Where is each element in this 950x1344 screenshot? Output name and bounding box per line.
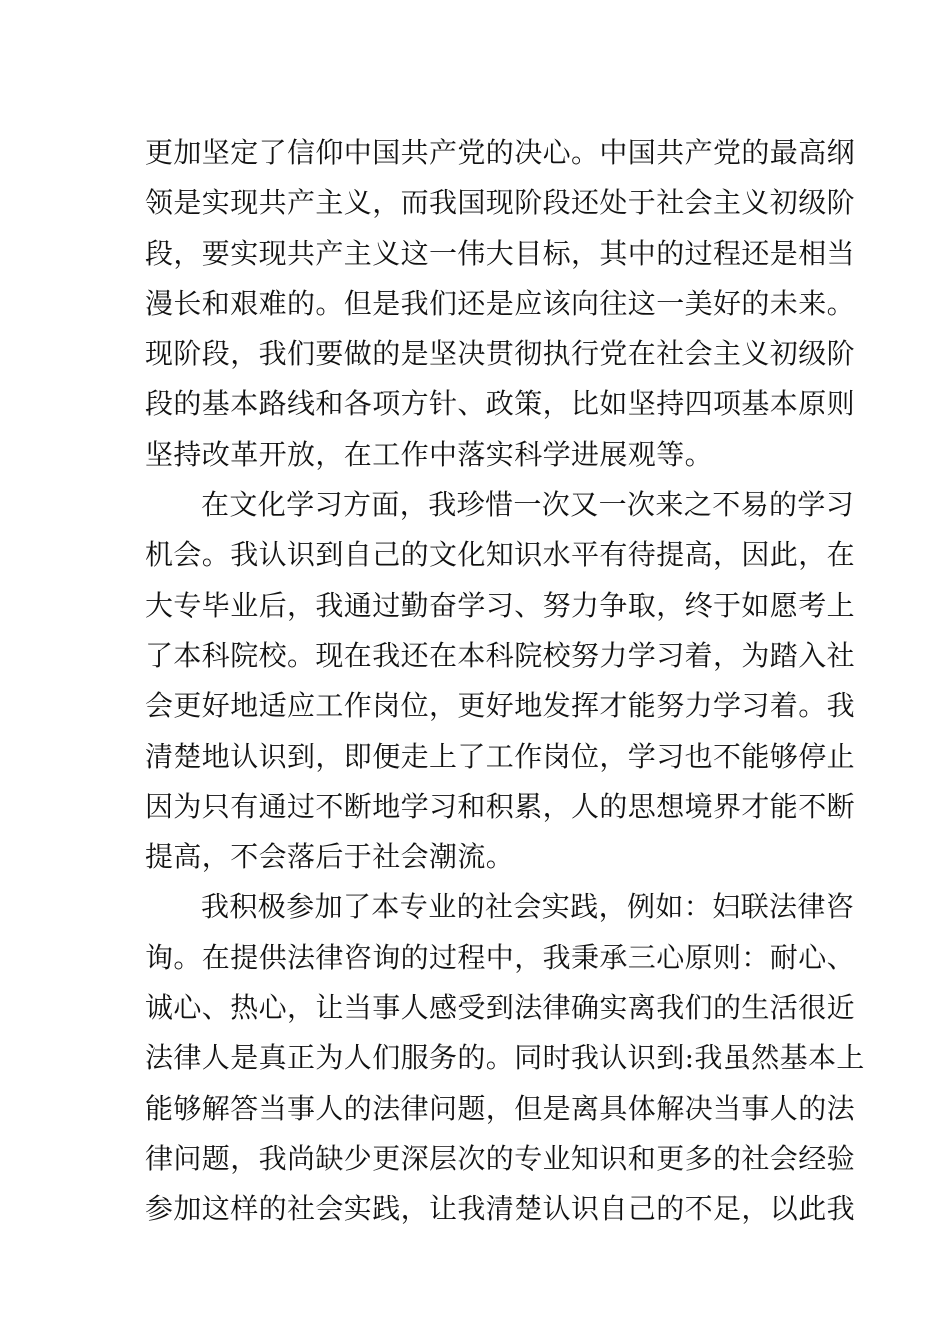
text-line: 现阶段，我们要做的是坚决贯彻执行党在社会主义初级阶 <box>145 337 856 371</box>
text-line: 了本科院校。现在我还在本科院校努力学习着，为踏入社 <box>145 638 856 672</box>
text-line: 法律人是真正为人们服务的。同时我认识到:我虽然基本上 <box>145 1041 865 1075</box>
text-line: 律问题，我尚缺少更深层次的专业知识和更多的社会经验 <box>145 1141 856 1175</box>
text-line: 段的基本路线和各项方针、政策，比如坚持四项基本原则 <box>145 387 856 421</box>
text-line: 会更好地适应工作岗位，更好地发挥才能努力学习着。我 <box>145 689 856 723</box>
text-line: 坚持改革开放，在工作中落实科学进展观等。 <box>145 437 714 471</box>
text-line: 因为只有通过不断地学习和积累，人的思想境界才能不断 <box>145 789 856 823</box>
text-line: 漫长和艰难的。但是我们还是应该向往这一美好的未来。 <box>145 286 856 320</box>
text-line: 领是实现共产主义，而我国现阶段还处于社会主义初级阶 <box>145 186 856 220</box>
text-line: 清楚地认识到，即便走上了工作岗位，学习也不能够停止 <box>145 739 856 773</box>
text-line: 询。在提供法律咨询的过程中，我秉承三心原则：耐心、 <box>145 940 856 974</box>
text-line: 段，要实现共产主义这一伟大目标，其中的过程还是相当 <box>145 236 856 270</box>
text-line: 参加这样的社会实践，让我清楚认识自己的不足，以此我 <box>145 1192 856 1226</box>
text-line: 提高，不会落后于社会潮流。 <box>145 840 515 874</box>
text-line: 机会。我认识到自己的文化知识水平有待提高，因此，在 <box>145 538 856 572</box>
text-line: 更加坚定了信仰中国共产党的决心。中国共产党的最高纲 <box>145 136 856 169</box>
paragraph-first-line: 在文化学习方面，我珍惜一次又一次来之不易的学习 <box>201 488 855 522</box>
body-text <box>145 128 865 1235</box>
text-line: 能够解答当事人的法律问题，但是离具体解决当事人的法 <box>145 1091 856 1125</box>
text-line: 大专毕业后，我通过勤奋学习、努力争取，终于如愿考上 <box>145 588 856 622</box>
text-line: 诚心、热心，让当事人感受到法律确实离我们的生活很近 <box>145 991 856 1025</box>
paragraph-first-line: 我积极参加了本专业的社会实践，例如：妇联法律咨 <box>201 890 855 924</box>
